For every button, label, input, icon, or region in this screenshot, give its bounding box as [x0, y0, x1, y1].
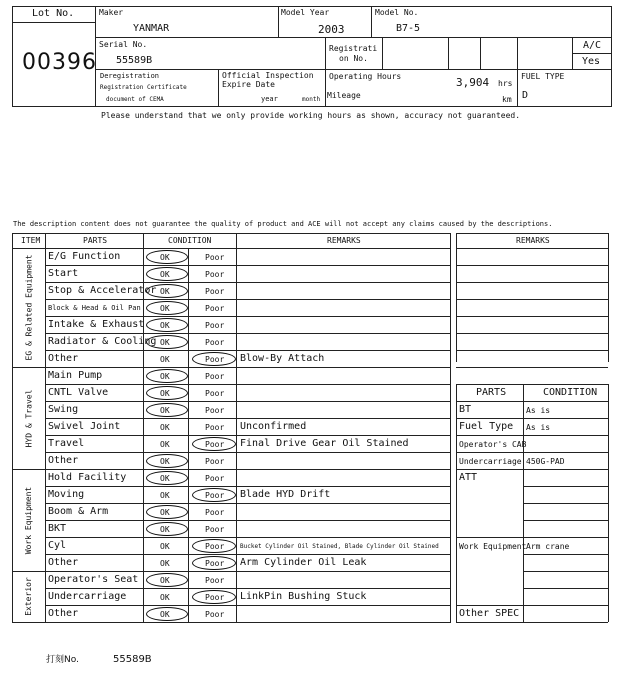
ok-circle [146, 522, 188, 536]
hours-disclaimer: Please understand that we only provide working hours as shown, accuracy not guaranteed. [101, 111, 521, 120]
ok-option: OK [160, 423, 170, 432]
ok-option: OK [160, 559, 170, 568]
remark-text: Final Drive Gear Oil Stained [240, 438, 409, 449]
table-rule [456, 233, 608, 234]
ok-option: OK [160, 389, 170, 398]
table-rule [523, 571, 608, 572]
table-rule [523, 554, 608, 555]
poor-circle [192, 352, 236, 366]
maker-label: Maker [99, 8, 124, 17]
ok-circle [146, 318, 188, 332]
poor-option: Poor [205, 287, 225, 296]
table-rule [456, 282, 608, 283]
poor-option: Poor [205, 440, 225, 449]
ok-circle [146, 607, 188, 621]
table-rule [45, 520, 450, 521]
ok-circle [146, 386, 188, 400]
ac-value: Yes [582, 56, 601, 67]
right-condition-value: 450G-PAD [526, 457, 565, 466]
ok-option: OK [160, 287, 170, 296]
poor-option: Poor [205, 525, 225, 534]
registration-certificate-label: Registration Certificate [100, 84, 187, 91]
mileage-label: Mileage [327, 91, 361, 100]
poor-option: Poor [205, 423, 225, 432]
ok-option: OK [160, 610, 170, 619]
parts-header: PARTS [83, 236, 108, 245]
ok-option: OK [160, 474, 170, 483]
table-rule [45, 265, 450, 266]
remark-text: Blade HYD Drift [240, 489, 331, 500]
part-name: Moving [48, 489, 85, 500]
inspection-label-2: Expire Date [222, 80, 275, 89]
part-name: Other [48, 557, 79, 568]
remark-text: Unconfirmed [240, 421, 307, 432]
poor-circle [192, 437, 236, 451]
item-header: ITEM [21, 236, 41, 245]
right-condition-value: As is [526, 423, 551, 432]
poor-option: Poor [205, 542, 225, 551]
model-no-label: Model No. [375, 8, 419, 17]
part-name: Hold Facility [48, 472, 127, 483]
ok-circle [146, 335, 188, 349]
right-condition-value: Arm crane [526, 542, 570, 551]
table-rule [45, 316, 450, 317]
table-rule [12, 233, 13, 622]
poor-option: Poor [205, 508, 225, 517]
right-part-name: Fuel Type [459, 421, 514, 432]
right-part-name: Other SPEC [459, 608, 520, 619]
table-rule [12, 233, 450, 234]
right-part-name: ATT [459, 472, 478, 483]
table-rule [45, 588, 450, 589]
right-part-name: Work Equipment [459, 542, 527, 551]
table-rule [45, 452, 450, 453]
part-name: CNTL Valve [48, 387, 109, 398]
registration-label-2: on No. [339, 54, 368, 63]
model-year-value: 2003 [318, 23, 345, 36]
table-rule [45, 554, 450, 555]
section-label: HYD & Travel [23, 389, 33, 447]
table-rule [456, 418, 608, 419]
ok-option: OK [160, 508, 170, 517]
table-rule [456, 452, 608, 453]
table-rule [45, 503, 450, 504]
poor-option: Poor [205, 389, 225, 398]
ok-option: OK [160, 440, 170, 449]
serial-label: Serial No. [99, 40, 148, 49]
right-part-name: Undercarriage [459, 457, 522, 466]
part-name: Main Pump [48, 370, 103, 381]
serial-value: 55589B [116, 55, 153, 66]
table-rule [236, 233, 237, 622]
part-name: Start [48, 268, 79, 279]
poor-option: Poor [205, 593, 225, 602]
part-name: Boom & Arm [48, 506, 109, 517]
remarks-header: REMARKS [327, 236, 361, 245]
table-rule [456, 537, 608, 538]
table-rule [608, 233, 609, 362]
ac-label: A/C [583, 40, 602, 51]
right-condition-value: As is [526, 406, 551, 415]
poor-option: Poor [205, 355, 225, 364]
table-rule [456, 605, 608, 606]
ok-circle [146, 403, 188, 417]
part-name: Undercarriage [48, 591, 127, 602]
poor-option: Poor [205, 338, 225, 347]
poor-option: Poor [205, 559, 225, 568]
table-rule [45, 384, 450, 385]
ok-option: OK [160, 491, 170, 500]
quality-notice: The description content does not guarantee the quality of product and ACE will not accept any claims caused by the descriptions. [13, 220, 553, 228]
table-rule [45, 282, 450, 283]
ok-circle [146, 301, 188, 315]
ok-option: OK [160, 338, 170, 347]
ok-option: OK [160, 457, 170, 466]
table-rule [456, 265, 608, 266]
ok-option: OK [160, 321, 170, 330]
table-rule [523, 520, 608, 521]
fuel-type-value: D [522, 90, 529, 101]
ok-circle [146, 471, 188, 485]
table-rule [45, 299, 450, 300]
poor-option: Poor [205, 372, 225, 381]
right-part-name: Operator's CAB [459, 440, 527, 449]
part-name: Other [48, 353, 79, 364]
right-remarks-header: REMARKS [516, 236, 550, 245]
table-rule [45, 367, 450, 368]
part-name: Swing [48, 404, 79, 415]
hrs-label: hrs [498, 79, 513, 88]
part-name: Intake & Exhaust [48, 319, 145, 330]
poor-option: Poor [205, 610, 225, 619]
table-rule [45, 486, 450, 487]
ok-option: OK [160, 576, 170, 585]
table-rule [456, 384, 608, 385]
part-name: BKT [48, 523, 67, 534]
table-rule [456, 350, 608, 351]
remark-text: LinkPin Bushing Stuck [240, 591, 367, 602]
table-rule [456, 367, 608, 368]
poor-option: Poor [205, 304, 225, 313]
maker-value: YANMAR [133, 23, 170, 34]
table-rule [45, 571, 450, 572]
table-rule [456, 299, 608, 300]
ok-circle [146, 250, 188, 264]
table-rule [12, 622, 451, 623]
table-rule [456, 469, 608, 470]
table-rule [45, 435, 450, 436]
ok-circle [146, 267, 188, 281]
engraving-value: 55589B [113, 654, 152, 665]
poor-option: Poor [205, 406, 225, 415]
table-rule [45, 418, 450, 419]
ok-option: OK [160, 253, 170, 262]
poor-option: Poor [205, 576, 225, 585]
ok-circle [146, 284, 188, 298]
model-year-label: Model Year [281, 8, 330, 17]
table-rule [608, 384, 609, 622]
inspection-label-1: Official Inspection [222, 71, 314, 80]
operating-hours-value: 3,904 [456, 76, 490, 89]
registration-label-1: Registrati [329, 44, 378, 53]
table-rule [456, 248, 608, 249]
operating-hours-label: Operating Hours [329, 72, 402, 81]
part-name: Cyl [48, 540, 67, 551]
poor-circle [192, 539, 236, 553]
table-rule [45, 605, 450, 606]
ok-option: OK [160, 372, 170, 381]
poor-circle [192, 590, 236, 604]
part-name: Operator's Seat [48, 574, 139, 585]
poor-circle [192, 488, 236, 502]
ok-circle [146, 573, 188, 587]
table-rule [456, 233, 457, 362]
ok-option: OK [160, 542, 170, 551]
ok-option: OK [160, 406, 170, 415]
condition-header: CONDITION [168, 236, 212, 245]
part-name: Radiator & Cooling [48, 336, 157, 347]
model-no-value: B7-5 [396, 23, 421, 34]
table-rule [45, 469, 450, 470]
deregistration-label: Deregistration [100, 72, 160, 80]
table-rule [45, 350, 450, 351]
ok-option: OK [160, 525, 170, 534]
table-rule [450, 233, 451, 623]
table-rule [456, 435, 608, 436]
lot-number: 00396 [22, 50, 97, 75]
table-rule [456, 622, 608, 623]
right-parts-header: PARTS [476, 387, 507, 398]
section-label: Work Equipment [24, 486, 34, 554]
part-name: E/G Function [48, 251, 121, 262]
engraving-label: 打刻No. [46, 655, 79, 665]
remark-text: Arm Cylinder Oil Leak [240, 557, 367, 568]
poor-circle [192, 556, 236, 570]
table-rule [45, 537, 450, 538]
poor-option: Poor [205, 457, 225, 466]
fuel-type-label: FUEL TYPE [521, 72, 565, 81]
year-label: year [261, 95, 278, 103]
ok-option: OK [160, 270, 170, 279]
poor-option: Poor [205, 491, 225, 500]
table-rule [456, 333, 608, 334]
table-rule [12, 571, 45, 572]
ok-circle [146, 369, 188, 383]
remark-text: Bucket Cylinder Oil Stained, Blade Cylinder Oil Stained [240, 543, 439, 550]
month-label: month [302, 96, 321, 103]
right-part-name: BT [459, 404, 472, 415]
part-name: Block & Head & Oil Pan [48, 304, 141, 312]
table-rule [12, 469, 45, 470]
table-rule [45, 333, 450, 334]
section-label: EG & Related Equipment [23, 254, 33, 361]
ok-option: OK [160, 304, 170, 313]
table-rule [45, 233, 46, 622]
table-rule [456, 384, 457, 622]
ok-circle [146, 505, 188, 519]
table-rule [523, 503, 608, 504]
table-rule [456, 401, 608, 402]
table-rule [523, 588, 608, 589]
table-rule [45, 401, 450, 402]
poor-option: Poor [205, 270, 225, 279]
part-name: Stop & Accelerator [48, 285, 157, 296]
table-rule [456, 316, 608, 317]
lot-label: Lot No. [32, 8, 75, 19]
part-name: Swivel Joint [48, 421, 121, 432]
remark-text: Blow-By Attach [240, 353, 325, 364]
part-name: Other [48, 455, 79, 466]
part-name: Travel [48, 438, 85, 449]
poor-option: Poor [205, 474, 225, 483]
table-rule [523, 486, 608, 487]
ok-circle [146, 454, 188, 468]
km-label: km [502, 95, 512, 104]
right-condition-header: CONDITION [543, 387, 598, 398]
poor-option: Poor [205, 253, 225, 262]
part-name: Other [48, 608, 79, 619]
section-label: Exterior [23, 577, 33, 616]
table-rule [12, 367, 45, 368]
table-rule [12, 248, 450, 249]
ok-option: OK [160, 355, 170, 364]
cema-label: document of CEMA [106, 96, 164, 103]
poor-option: Poor [205, 321, 225, 330]
ok-option: OK [160, 593, 170, 602]
